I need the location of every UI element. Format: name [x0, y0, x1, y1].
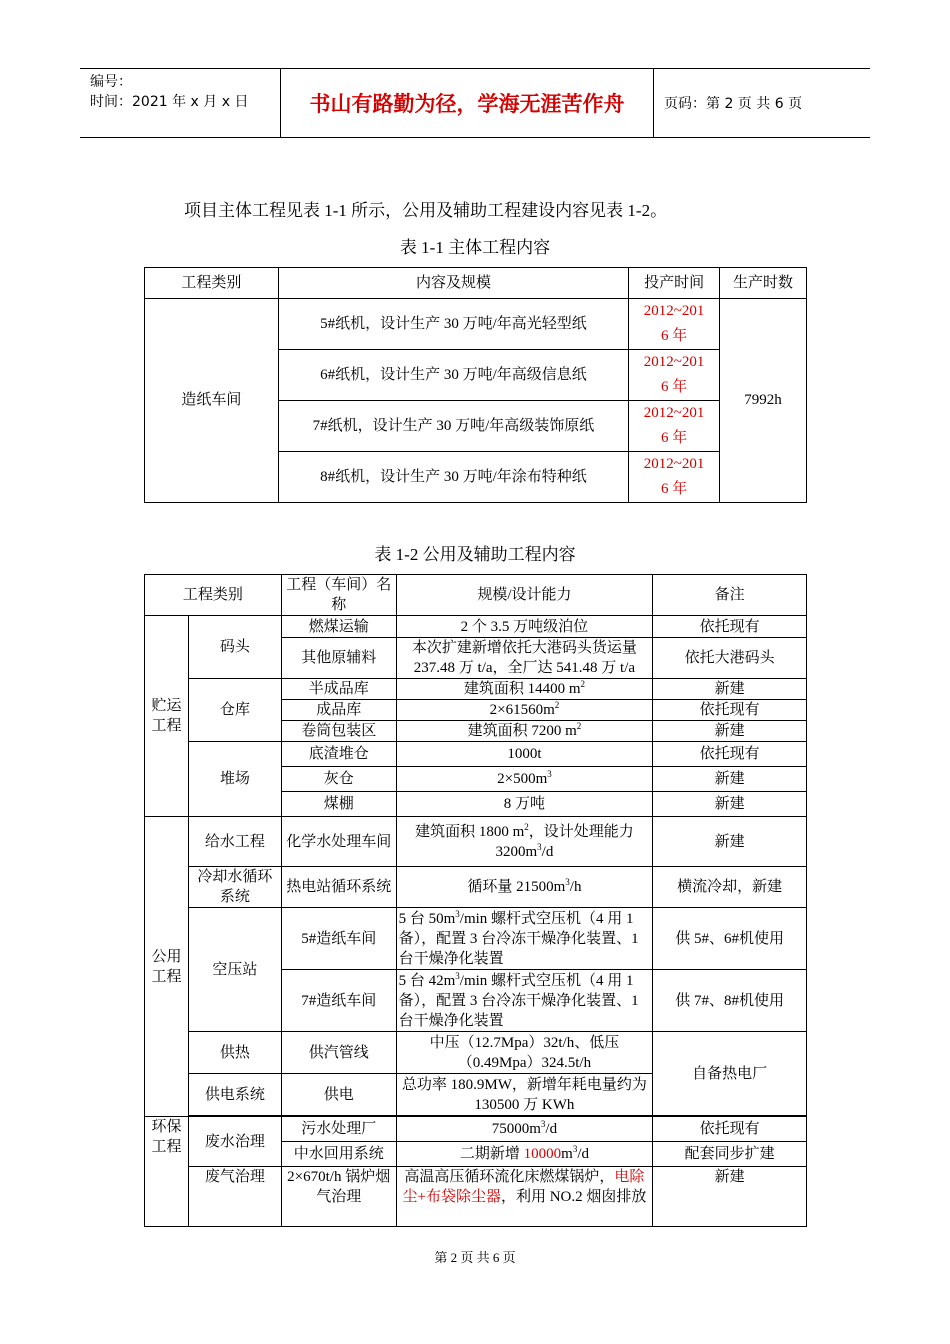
scale-cell: 循环量 $21500m^3/h$: [396, 867, 653, 908]
subcategory-cell: 空压站: [188, 908, 281, 1032]
scale-cell: 建筑面积 14400 $m^2$: [396, 679, 653, 700]
subcategory-cell: 堆场: [188, 742, 281, 817]
table-row: [145, 867, 807, 908]
note-cell: 供 7#、8#机使用: [653, 970, 807, 1032]
name-cell: 其他原辅料: [281, 638, 396, 679]
table-header-row: [145, 575, 807, 616]
note-cell: 新建: [653, 721, 807, 742]
header-cell: 投产时间: [629, 268, 720, 299]
category-cell: 贮运工程: [145, 616, 189, 817]
time-label: 时间：2021 年 x 月 x 日: [90, 94, 249, 110]
scale-cell: 2 个 3.5 万吨级泊位: [396, 616, 653, 638]
table-row: [145, 1167, 807, 1227]
main-works-table: [144, 267, 807, 503]
scale-cell: 总功率 180.9MW，新增年耗电量约为 130500 万 KWh: [396, 1074, 653, 1116]
content-cell: 8#纸机，设计生产 30 万吨/年涂布特种纸: [278, 452, 628, 503]
header-cell: 内容及规模: [278, 268, 628, 299]
note-cell: 依托现有: [653, 742, 807, 767]
table-row: [145, 1117, 807, 1142]
scale-cell: 5 台 $42m^3/\min$ 螺杆式空压机（4 用 1 备），配置 3 台冷冻干燥净化装置、1 台干燥净化装置: [396, 970, 653, 1032]
page-footer: 第 2 页 共 6 页: [434, 1250, 516, 1265]
table-row: [145, 679, 807, 700]
time-cell: 2012~201 6 年: [629, 350, 720, 401]
name-cell: 热电站循环系统: [281, 867, 396, 908]
name-cell: 卷筒包装区: [281, 721, 396, 742]
time-cell: 2012~201 6 年: [629, 299, 720, 350]
table-row: [145, 742, 807, 767]
subcategory-cell: 供热: [188, 1032, 281, 1074]
intro-paragraph: 项目主体工程见表 1-1 所示，公用及辅助工程建设内容见表 1-2。: [184, 201, 668, 220]
header-cell: 工程类别: [145, 575, 282, 616]
table2-caption: 表 1-2 公用及辅助工程内容: [374, 545, 576, 564]
number-label: 编号：: [90, 74, 132, 90]
note-cell: 依托大港码头: [653, 638, 807, 679]
scale-cell: $2\times 61560m^2$: [396, 700, 653, 721]
name-cell: 供电: [281, 1074, 396, 1116]
subcategory-cell: 仓库: [188, 679, 281, 742]
name-cell: 煤棚: [281, 792, 396, 817]
content-cell: 5#纸机，设计生产 30 万吨/年高光轻型纸: [278, 299, 628, 350]
subcategory-cell: 码头: [188, 616, 281, 679]
name-cell: 燃煤运输: [281, 616, 396, 638]
note-cell: 依托现有: [653, 616, 807, 638]
subcategory-cell: 供电系统: [188, 1074, 281, 1116]
category-cell: 造纸车间: [145, 299, 279, 503]
scale-cell: 高温高压循环流化床燃煤锅炉，电除尘+布袋除尘器，利用 NO.2 烟囱排放: [396, 1167, 653, 1227]
note-cell: 新建: [653, 1167, 807, 1227]
scale-cell: 建筑面积 1800 $m^2$，设计处理能力 $3200m^3/d$: [396, 817, 653, 867]
time-cell: 2012~201 6 年: [629, 401, 720, 452]
name-cell: 5#造纸车间: [281, 908, 396, 970]
content-cell: 6#纸机，设计生产 30 万吨/年高级信息纸: [278, 350, 628, 401]
scale-cell: 中压（12.7Mpa）32t/h、低压（0.49Mpa）324.5t/h: [396, 1032, 653, 1074]
table1-caption: 表 1-1 主体工程内容: [399, 238, 551, 257]
scale-cell: 8 万吨: [396, 792, 653, 817]
name-cell: 成品库: [281, 700, 396, 721]
name-cell: 化学水处理车间: [281, 817, 396, 867]
header-cell: 规模/设计能力: [396, 575, 653, 616]
header-cell: 备注: [653, 575, 807, 616]
scale-cell: $75000m^3/d$: [396, 1117, 653, 1142]
subcategory-cell: 冷却水循环系统: [188, 867, 281, 908]
name-cell: 灰仓: [281, 767, 396, 792]
page-header: [80, 68, 870, 138]
scale-cell: 二期新增 $10000m^3/d$: [396, 1142, 653, 1167]
note-cell: 新建: [653, 679, 807, 700]
table-row: [145, 299, 807, 350]
note-cell: 横流冷却，新建: [653, 867, 807, 908]
category-cell: 公用工程: [145, 817, 189, 1117]
note-cell: 供 5#、6#机使用: [653, 908, 807, 970]
content-cell: 7#纸机，设计生产 30 万吨/年高级装饰原纸: [278, 401, 628, 452]
name-cell: 中水回用系统: [281, 1142, 396, 1167]
scale-cell: 本次扩建新增依托大港码头货运量 237.48 万 t/a，全厂达 541.48 万 t/a: [396, 638, 653, 679]
subcategory-cell: 给水工程: [188, 817, 281, 867]
name-cell: 半成品库: [281, 679, 396, 700]
header-left: [80, 69, 280, 137]
header-cell: 生产时数: [720, 268, 807, 299]
subcategory-cell: 废气治理: [188, 1167, 281, 1227]
scale-cell: 1000t: [396, 742, 653, 767]
note-cell: 依托现有: [653, 1117, 807, 1142]
header-cell: 工程（车间）名称: [281, 575, 396, 616]
name-cell: 2×670t/h 锅炉烟气治理: [281, 1167, 396, 1227]
name-cell: 底渣堆仓: [281, 742, 396, 767]
note-cell: 新建: [653, 792, 807, 817]
name-cell: 供汽管线: [281, 1032, 396, 1074]
table-row: [145, 908, 807, 970]
table-row: [145, 616, 807, 638]
scale-cell: 建筑面积 7200 $m^2$: [396, 721, 653, 742]
note-cell: 配套同步扩建: [653, 1142, 807, 1167]
table-row: [145, 1032, 807, 1074]
hours-cell: 7992h: [720, 299, 807, 503]
time-cell: 2012~201 6 年: [629, 452, 720, 503]
auxiliary-works-table: [144, 574, 807, 1227]
motto: 书山有路勤为径，学海无涯苦作舟: [280, 69, 654, 137]
note-cell: 自备热电厂: [653, 1032, 807, 1116]
note-cell: 依托现有: [653, 700, 807, 721]
category-cell: 环保工程: [145, 1117, 189, 1227]
name-cell: 7#造纸车间: [281, 970, 396, 1032]
table-header-row: [145, 268, 807, 299]
header-cell: 工程类别: [145, 268, 279, 299]
page-label: 页码：第 2 页 共 6 页: [664, 96, 803, 112]
note-cell: 新建: [653, 767, 807, 792]
scale-cell: 5 台 $50m^3/\min$ 螺杆式空压机（4 用 1 备），配置 3 台冷冻干燥净化装置、1 台干燥净化装置: [396, 908, 653, 970]
name-cell: 污水处理厂: [281, 1117, 396, 1142]
subcategory-cell: 废水治理: [188, 1117, 281, 1167]
table-row: [145, 817, 807, 867]
scale-cell: $2\times 500m^3$: [396, 767, 653, 792]
note-cell: 新建: [653, 817, 807, 867]
